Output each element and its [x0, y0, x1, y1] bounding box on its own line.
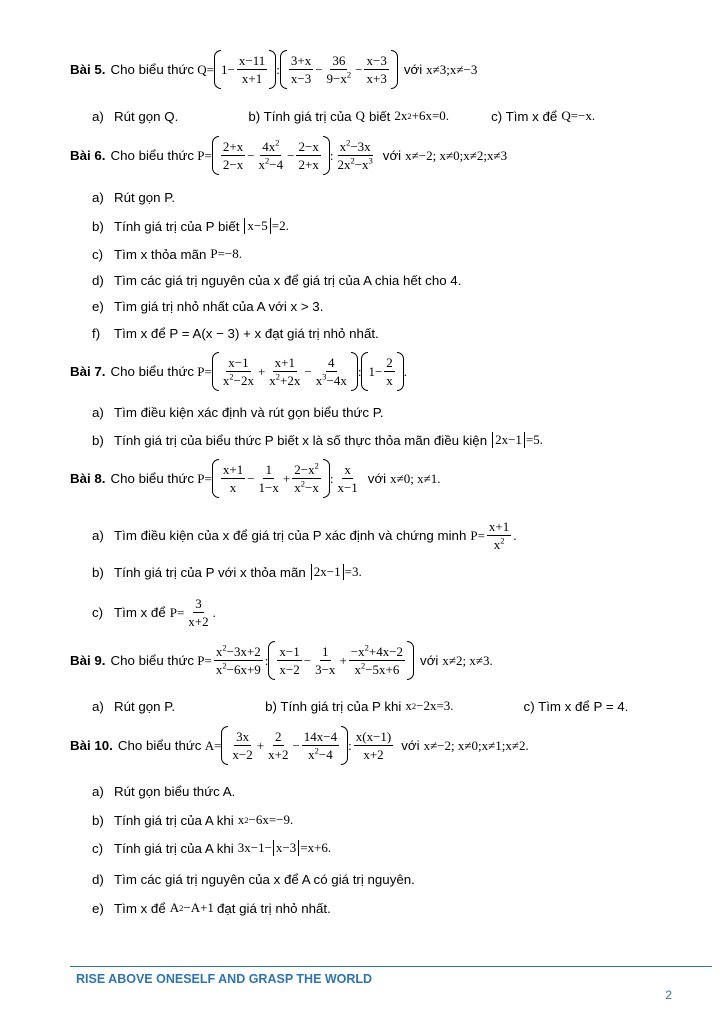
- list-item: e) Tìm x để A 2 −A+1 đạt giá trị nhỏ nhất.: [92, 900, 331, 916]
- problem-7: [70, 354, 407, 389]
- problem-10: Bài 10. Cho biểu thức A= $\frac{3x}{x-2}$ + $\frac{2}{x+2}$ − $\frac{14x-4}{x^2-4}$ : $\frac{x(x-1)}{x+2}$ với x≠−2; x≠0;x≠1;x≠2.: [70, 729, 529, 762]
- condition-word: với: [382, 148, 402, 163]
- list-item: c) Tính giá trị của A khi 3x−1− x−3 =x+6.: [92, 840, 332, 856]
- problem-lead: Cho biểu thức: [110, 364, 195, 379]
- list-item: a) Tìm điều kiện xác định và rút gọn biểu thức P.: [92, 405, 384, 420]
- condition-formula: x≠3;x≠−3: [426, 61, 478, 77]
- problem-lead: Cho biểu thức: [110, 62, 195, 77]
- condition-word: với: [367, 471, 387, 486]
- list-item: b) Tính giá trị của P với x thỏa mãn 2x−1 =3.: [92, 564, 362, 580]
- page-number: 2: [665, 988, 672, 1002]
- item-text: Rút gọn Q.: [114, 108, 179, 124]
- problem-5-row: a) Rút gọn Q. b) Tính giá trị của Q biết 2x 2 +6x=0. c) Tìm x để Q=−x.: [92, 108, 596, 124]
- footer-slogan: RISE ABOVE ONESELF AND GRASP THE WORLD: [76, 972, 373, 986]
- problem-9-row: a) Rút gọn P. b) Tính giá trị của P khi x 2 −2x=3. c) Tìm x để P = 4.: [92, 698, 629, 714]
- formula-a: A= $\frac{3x}{x-2}$ + $\frac{2}{x+2}$ − $\frac{14x-4}{x^2-4}$ : $\frac{x(x-1)}{x+2}$: [201, 729, 392, 762]
- list-item: a) Rút gọn biểu thức A.: [92, 784, 236, 799]
- formula-p: P= $\frac{x^2-3x+2}{x^2-6x+9}$ : $\frac{x-1}{x-2}$ − $\frac{1}{3-x}$ + $\frac{-x^2+4x-2}{x^2-5x+6}$: [194, 643, 414, 678]
- problem-label: Bài 5.: [70, 62, 106, 77]
- problem-label: Bài 7.: [70, 364, 106, 379]
- list-item: d) Tìm các giá trị nguyên của x để giá trị của A chia hết cho 4.: [92, 273, 462, 288]
- problem-label: Bài 6.: [70, 148, 106, 163]
- problem-label: Bài 9.: [70, 653, 106, 668]
- list-item: e) Tìm giá trị nhỏ nhất của A với x > 3.: [92, 299, 324, 314]
- problem-6: Bài 6. Cho biểu thức P= $\frac{2+x}{2-x}$ − $\frac{4x^2}{x^2-4}$ − $\frac{2-x}{2+x}$ : $\frac{x^2-3x}{2x^2-x^3}$ với x≠−2; x≠0;x≠2;x≠3: [70, 137, 508, 172]
- problem-label: Bài 10.: [70, 738, 113, 753]
- list-item: b) Tính giá trị của biểu thức P biết x là số thực thỏa mãn điều kiện 2x−1 =5.: [92, 432, 544, 448]
- problem-5: [70, 52, 477, 87]
- formula-p: P= $\frac{x-1}{x^2-2x}$ + $\frac{x+1}{x^2+2x}$ − $\frac{4}{x^3-4x}$ : 1− $\frac{2}{x}$ .: [194, 355, 408, 388]
- condition-word: với: [401, 738, 420, 753]
- item-text: biết: [368, 108, 391, 124]
- list-item: b) Tính giá trị của P biết x−5 =2.: [92, 218, 289, 234]
- formula-p: P= $\frac{x+1}{x}$ − $\frac{1}{1-x}$ + $\frac{2-x^2}{x^2-x}$ : $\frac{x}{x-1}$: [194, 460, 358, 495]
- formula-q: Q= 1− $\frac{x-11}{x+1}$ : $\frac{3+x}{x-3}$ − $\frac{36}{9-x^2}$ − $\frac{x-3}{x+3}$: [194, 52, 398, 87]
- formula-p: P= $\frac{2+x}{2-x}$ − $\frac{4x^2}{x^2-4}$ − $\frac{2-x}{2+x}$ : $\frac{x^2-3x}{2x^2-x^3}$: [194, 137, 373, 172]
- problem-9: Bài 9. Cho biểu thức P= $\frac{x^2-3x+2}{x^2-6x+9}$ : $\frac{x-1}{x-2}$ − $\frac{1}{3-x}$ + $\frac{-x^2+4x-2}{x^2-5x+6}$ với x≠2; x≠3.: [70, 642, 493, 677]
- problem-8: Bài 8. Cho biểu thức P= $\frac{x+1}{x}$ − $\frac{1}{1-x}$ + $\frac{2-x^2}{x^2-x}$ : $\frac{x}{x-1}$ với x≠0; x≠1.: [70, 460, 441, 495]
- list-item: c) Tìm x để P= $\frac{3}{x+2}$ .: [92, 596, 216, 629]
- list-item: d) Tìm các giá trị nguyên của x để A có giá trị nguyên.: [92, 872, 415, 887]
- footer-divider: [70, 966, 712, 967]
- problem-lead: Cho biểu thức: [110, 148, 195, 163]
- item-text: c) Tìm x để: [491, 108, 558, 124]
- list-item: c) Tìm x thỏa mãn P=−8.: [92, 246, 243, 262]
- list-item: a) Rút gọn P.: [92, 190, 176, 205]
- condition-word: với: [420, 653, 439, 668]
- item-text: b) Tính giá trị của: [248, 108, 352, 124]
- condition-word: với: [403, 62, 423, 77]
- list-item: f) Tìm x để P = A(x − 3) + x đạt giá trị nhỏ nhất.: [92, 326, 379, 341]
- problem-label: Bài 8.: [70, 471, 106, 486]
- list-item: a) Tìm điều kiện của x để giá trị của P xác định và chứng minh P= $\frac{x+1}{x^2}$ .: [92, 519, 517, 552]
- problem-lead: Cho biểu thức: [117, 738, 202, 753]
- item-label: a): [92, 108, 104, 124]
- list-item: b) Tính giá trị của A khi x 2 −6x=−9.: [92, 812, 294, 828]
- problem-lead: Cho biểu thức: [110, 471, 195, 486]
- problem-lead: Cho biểu thức: [110, 653, 195, 668]
